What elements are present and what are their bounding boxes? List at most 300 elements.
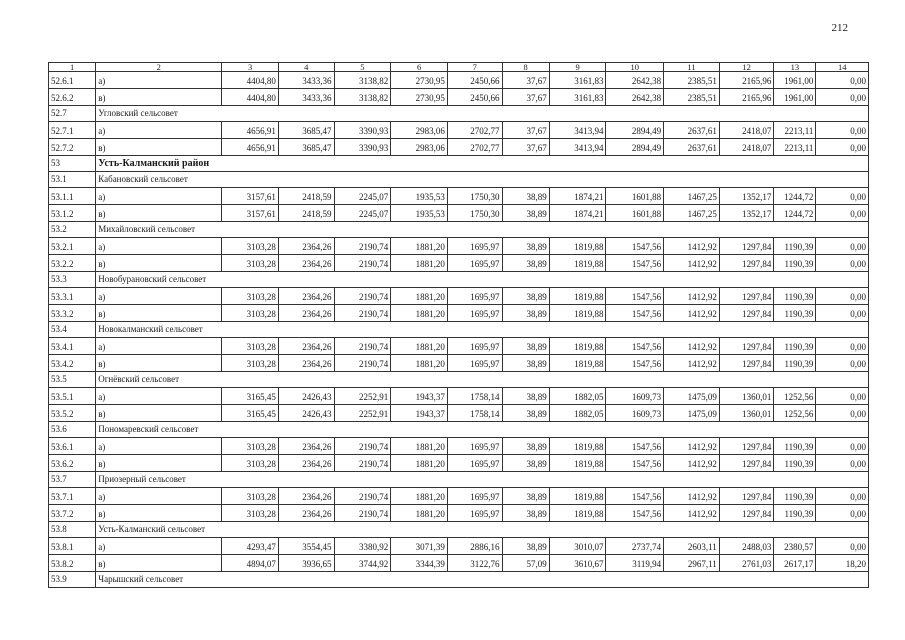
settlement-name: Угловский сельсовет — [96, 106, 869, 122]
value-cell: 1297,84 — [719, 305, 774, 322]
value-cell: 3157,61 — [222, 205, 279, 222]
value-cell: 3122,76 — [447, 555, 502, 572]
value-cell: 2418,59 — [278, 188, 334, 205]
value-cell: 1547,56 — [606, 488, 664, 505]
value-cell: 1961,00 — [774, 72, 816, 89]
value-cell: 0,00 — [816, 238, 869, 255]
value-cell: 1412,92 — [664, 438, 720, 455]
value-cell: 2213,11 — [774, 122, 816, 139]
row-code: 53.6.2 — [49, 455, 96, 472]
section-row — [49, 572, 869, 588]
value-cell: 0,00 — [816, 488, 869, 505]
value-cell: 1695,97 — [447, 488, 502, 505]
row-code: 53.7.2 — [49, 505, 96, 522]
value-cell: 1819,88 — [549, 238, 606, 255]
column-number-6: 6 — [391, 63, 448, 72]
value-cell: 0,00 — [816, 205, 869, 222]
value-cell: 37,67 — [502, 72, 549, 89]
row-label: а) — [96, 72, 222, 89]
value-cell: 1819,88 — [549, 355, 606, 372]
value-cell: 2418,07 — [719, 139, 774, 156]
column-number-10: 10 — [606, 63, 664, 72]
value-cell: 1881,20 — [391, 255, 448, 272]
value-cell: 1881,20 — [391, 288, 448, 305]
value-cell: 1758,14 — [447, 388, 502, 405]
value-cell: 3433,36 — [278, 72, 334, 89]
value-cell: 1190,39 — [774, 305, 816, 322]
row-code: 53.7.1 — [49, 488, 96, 505]
value-cell: 1881,20 — [391, 338, 448, 355]
value-cell: 1297,84 — [719, 505, 774, 522]
value-cell: 1297,84 — [719, 455, 774, 472]
value-cell: 3744,92 — [334, 555, 391, 572]
value-cell: 2488,03 — [719, 538, 774, 555]
value-cell: 1819,88 — [549, 338, 606, 355]
value-cell: 2426,43 — [278, 388, 334, 405]
value-cell: 0,00 — [816, 355, 869, 372]
row-label: а) — [96, 538, 222, 555]
tariff-table — [48, 62, 869, 588]
value-cell: 2213,11 — [774, 139, 816, 156]
value-cell: 2364,26 — [278, 338, 334, 355]
settlement-name: Новокалманский сельсовет — [96, 322, 869, 338]
row-code: 52.6.2 — [49, 89, 96, 106]
value-cell: 1412,92 — [664, 455, 720, 472]
value-cell: 1475,09 — [664, 405, 720, 422]
value-cell: 3554,45 — [278, 538, 334, 555]
value-cell: 1467,25 — [664, 205, 720, 222]
value-cell: 0,00 — [816, 538, 869, 555]
table-row — [49, 338, 869, 355]
value-cell: 3344,39 — [391, 555, 448, 572]
row-label: а) — [96, 238, 222, 255]
row-code: 53.1.2 — [49, 205, 96, 222]
value-cell: 1695,97 — [447, 305, 502, 322]
value-cell: 1935,53 — [391, 188, 448, 205]
row-code: 53.8 — [49, 522, 96, 538]
value-cell: 1360,01 — [719, 405, 774, 422]
settlement-name: Кабановский сельсовет — [96, 172, 869, 188]
value-cell: 2190,74 — [334, 255, 391, 272]
value-cell: 2761,03 — [719, 555, 774, 572]
row-label: а) — [96, 122, 222, 139]
value-cell: 2450,66 — [447, 89, 502, 106]
value-cell: 1190,39 — [774, 338, 816, 355]
value-cell: 1297,84 — [719, 238, 774, 255]
value-cell: 1252,56 — [774, 405, 816, 422]
value-cell: 3010,07 — [549, 538, 606, 555]
value-cell: 1412,92 — [664, 355, 720, 372]
value-cell: 2380,57 — [774, 538, 816, 555]
value-cell: 1601,88 — [606, 188, 664, 205]
value-cell: 1412,92 — [664, 488, 720, 505]
value-cell: 1695,97 — [447, 455, 502, 472]
section-row — [49, 422, 869, 438]
value-cell: 2642,38 — [606, 89, 664, 106]
column-number-13: 13 — [774, 63, 816, 72]
district-row — [49, 156, 869, 172]
value-cell: 2190,74 — [334, 305, 391, 322]
value-cell: 3157,61 — [222, 188, 279, 205]
value-cell: 2245,07 — [334, 205, 391, 222]
value-cell: 1190,39 — [774, 355, 816, 372]
value-cell: 1190,39 — [774, 455, 816, 472]
value-cell: 1190,39 — [774, 505, 816, 522]
value-cell: 0,00 — [816, 405, 869, 422]
value-cell: 2364,26 — [278, 305, 334, 322]
value-cell: 1297,84 — [719, 338, 774, 355]
column-number-9: 9 — [549, 63, 606, 72]
table-row — [49, 188, 869, 205]
value-cell: 1412,92 — [664, 305, 720, 322]
row-label: а) — [96, 488, 222, 505]
value-cell: 38,89 — [502, 355, 549, 372]
value-cell: 2190,74 — [334, 288, 391, 305]
value-cell: 3103,28 — [222, 238, 279, 255]
row-label: в) — [96, 305, 222, 322]
settlement-name: Приозерный сельсовет — [96, 472, 869, 488]
value-cell: 1352,17 — [719, 188, 774, 205]
row-label: в) — [96, 255, 222, 272]
column-number-header-row — [49, 63, 869, 72]
section-row — [49, 522, 869, 538]
value-cell: 38,89 — [502, 488, 549, 505]
value-cell: 0,00 — [816, 288, 869, 305]
value-cell: 1297,84 — [719, 288, 774, 305]
value-cell: 2364,26 — [278, 288, 334, 305]
value-cell: 1874,21 — [549, 188, 606, 205]
column-number-2: 2 — [96, 63, 222, 72]
value-cell: 2364,26 — [278, 455, 334, 472]
value-cell: 1881,20 — [391, 488, 448, 505]
value-cell: 1695,97 — [447, 338, 502, 355]
value-cell: 3433,36 — [278, 89, 334, 106]
value-cell: 1935,53 — [391, 205, 448, 222]
value-cell: 2364,26 — [278, 438, 334, 455]
value-cell: 1819,88 — [549, 505, 606, 522]
value-cell: 1695,97 — [447, 355, 502, 372]
value-cell: 1881,20 — [391, 455, 448, 472]
table-body — [49, 63, 869, 588]
value-cell: 3103,28 — [222, 338, 279, 355]
row-label: в) — [96, 89, 222, 106]
value-cell: 2967,11 — [664, 555, 720, 572]
value-cell: 1819,88 — [549, 488, 606, 505]
row-code: 53.5 — [49, 372, 96, 388]
value-cell: 3413,94 — [549, 122, 606, 139]
value-cell: 2983,06 — [391, 122, 448, 139]
value-cell: 38,89 — [502, 188, 549, 205]
row-code: 53.7 — [49, 472, 96, 488]
row-label: а) — [96, 338, 222, 355]
value-cell: 2418,07 — [719, 122, 774, 139]
value-cell: 1190,39 — [774, 488, 816, 505]
table-row — [49, 205, 869, 222]
row-code: 52.6.1 — [49, 72, 96, 89]
value-cell: 2730,95 — [391, 89, 448, 106]
value-cell: 1819,88 — [549, 305, 606, 322]
value-cell: 1601,88 — [606, 205, 664, 222]
row-label: а) — [96, 388, 222, 405]
row-code: 53.2.1 — [49, 238, 96, 255]
value-cell: 3103,28 — [222, 505, 279, 522]
settlement-name: Усть-Калманский сельсовет — [96, 522, 869, 538]
value-cell: 4404,80 — [222, 72, 279, 89]
value-cell: 3165,45 — [222, 388, 279, 405]
value-cell: 38,89 — [502, 255, 549, 272]
value-cell: 3610,67 — [549, 555, 606, 572]
table-row — [49, 122, 869, 139]
district-name: Усть-Калманский район — [96, 156, 869, 172]
row-label: в) — [96, 205, 222, 222]
value-cell: 3138,82 — [334, 89, 391, 106]
row-code: 53 — [49, 156, 96, 172]
value-cell: 37,67 — [502, 122, 549, 139]
value-cell: 1297,84 — [719, 438, 774, 455]
value-cell: 2245,07 — [334, 188, 391, 205]
value-cell: 0,00 — [816, 89, 869, 106]
section-row — [49, 322, 869, 338]
row-code: 53.9 — [49, 572, 96, 588]
table-row — [49, 89, 869, 106]
value-cell: 1547,56 — [606, 255, 664, 272]
value-cell: 1297,84 — [719, 488, 774, 505]
value-cell: 1252,56 — [774, 388, 816, 405]
value-cell: 38,89 — [502, 438, 549, 455]
value-cell: 3103,28 — [222, 288, 279, 305]
value-cell: 0,00 — [816, 122, 869, 139]
value-cell: 1819,88 — [549, 438, 606, 455]
row-label: в) — [96, 139, 222, 156]
value-cell: 2426,43 — [278, 405, 334, 422]
row-label: в) — [96, 455, 222, 472]
table-row — [49, 555, 869, 572]
table-row — [49, 305, 869, 322]
value-cell: 1609,73 — [606, 388, 664, 405]
row-code: 53.2 — [49, 222, 96, 238]
value-cell: 0,00 — [816, 255, 869, 272]
row-code: 53.2.2 — [49, 255, 96, 272]
value-cell: 2165,96 — [719, 89, 774, 106]
value-cell: 4656,91 — [222, 122, 279, 139]
value-cell: 1190,39 — [774, 438, 816, 455]
row-code: 53.5.1 — [49, 388, 96, 405]
value-cell: 0,00 — [816, 188, 869, 205]
value-cell: 2702,77 — [447, 139, 502, 156]
row-code: 53.6 — [49, 422, 96, 438]
value-cell: 2190,74 — [334, 338, 391, 355]
table-row — [49, 538, 869, 555]
value-cell: 0,00 — [816, 338, 869, 355]
value-cell: 1360,01 — [719, 388, 774, 405]
value-cell: 1467,25 — [664, 188, 720, 205]
column-number-5: 5 — [334, 63, 391, 72]
row-label: в) — [96, 555, 222, 572]
row-code: 53.4.1 — [49, 338, 96, 355]
value-cell: 1244,72 — [774, 188, 816, 205]
value-cell: 2983,06 — [391, 139, 448, 156]
value-cell: 0,00 — [816, 72, 869, 89]
value-cell: 2637,61 — [664, 139, 720, 156]
table-row — [49, 388, 869, 405]
value-cell: 0,00 — [816, 438, 869, 455]
column-number-1: 1 — [49, 63, 96, 72]
value-cell: 1352,17 — [719, 205, 774, 222]
value-cell: 1881,20 — [391, 505, 448, 522]
row-code: 53.1 — [49, 172, 96, 188]
value-cell: 3390,93 — [334, 139, 391, 156]
value-cell: 1819,88 — [549, 255, 606, 272]
value-cell: 2364,26 — [278, 505, 334, 522]
value-cell: 3138,82 — [334, 72, 391, 89]
value-cell: 2617,17 — [774, 555, 816, 572]
value-cell: 2190,74 — [334, 455, 391, 472]
value-cell: 1961,00 — [774, 89, 816, 106]
value-cell: 1475,09 — [664, 388, 720, 405]
value-cell: 1695,97 — [447, 255, 502, 272]
value-cell: 38,89 — [502, 455, 549, 472]
table-row — [49, 238, 869, 255]
value-cell: 1547,56 — [606, 355, 664, 372]
value-cell: 1882,05 — [549, 405, 606, 422]
row-code: 53.3.1 — [49, 288, 96, 305]
table-row — [49, 255, 869, 272]
value-cell: 2190,74 — [334, 355, 391, 372]
row-code: 53.3 — [49, 272, 96, 288]
column-number-11: 11 — [664, 63, 720, 72]
value-cell: 3161,83 — [549, 72, 606, 89]
value-cell: 3103,28 — [222, 455, 279, 472]
table-row — [49, 139, 869, 156]
settlement-name: Огнёвский сельсовет — [96, 372, 869, 388]
value-cell: 1874,21 — [549, 205, 606, 222]
row-code: 53.8.2 — [49, 555, 96, 572]
value-cell: 1190,39 — [774, 238, 816, 255]
page-number: 212 — [831, 22, 848, 34]
value-cell: 38,89 — [502, 405, 549, 422]
table-row — [49, 288, 869, 305]
value-cell: 3685,47 — [278, 122, 334, 139]
value-cell: 18,20 — [816, 555, 869, 572]
value-cell: 2364,26 — [278, 488, 334, 505]
value-cell: 3936,65 — [278, 555, 334, 572]
row-code: 52.7.2 — [49, 139, 96, 156]
value-cell: 38,89 — [502, 538, 549, 555]
value-cell: 38,89 — [502, 205, 549, 222]
settlement-name: Новобурановский сельсовет — [96, 272, 869, 288]
section-row — [49, 272, 869, 288]
table-row — [49, 455, 869, 472]
value-cell: 1547,56 — [606, 505, 664, 522]
value-cell: 38,89 — [502, 305, 549, 322]
value-cell: 1547,56 — [606, 438, 664, 455]
value-cell: 1547,56 — [606, 238, 664, 255]
value-cell: 1881,20 — [391, 438, 448, 455]
settlement-name: Чарышский сельсовет — [96, 572, 869, 588]
value-cell: 4404,80 — [222, 89, 279, 106]
value-cell: 1695,97 — [447, 238, 502, 255]
value-cell: 57,09 — [502, 555, 549, 572]
value-cell: 2642,38 — [606, 72, 664, 89]
row-code: 53.6.1 — [49, 438, 96, 455]
value-cell: 3103,28 — [222, 355, 279, 372]
value-cell: 3103,28 — [222, 305, 279, 322]
row-label: а) — [96, 438, 222, 455]
row-code: 52.7.1 — [49, 122, 96, 139]
column-number-7: 7 — [447, 63, 502, 72]
value-cell: 2190,74 — [334, 505, 391, 522]
value-cell: 1881,20 — [391, 305, 448, 322]
value-cell: 3390,93 — [334, 122, 391, 139]
value-cell: 1819,88 — [549, 288, 606, 305]
value-cell: 1750,30 — [447, 188, 502, 205]
value-cell: 1412,92 — [664, 338, 720, 355]
value-cell: 0,00 — [816, 388, 869, 405]
value-cell: 3161,83 — [549, 89, 606, 106]
value-cell: 3103,28 — [222, 438, 279, 455]
value-cell: 2252,91 — [334, 405, 391, 422]
value-cell: 3165,45 — [222, 405, 279, 422]
value-cell: 2702,77 — [447, 122, 502, 139]
column-number-8: 8 — [502, 63, 549, 72]
value-cell: 2603,11 — [664, 538, 720, 555]
row-label: в) — [96, 355, 222, 372]
row-code: 53.1.1 — [49, 188, 96, 205]
row-label: а) — [96, 188, 222, 205]
value-cell: 4894,07 — [222, 555, 279, 572]
table-row — [49, 488, 869, 505]
row-label: в) — [96, 505, 222, 522]
value-cell: 1412,92 — [664, 505, 720, 522]
value-cell: 4656,91 — [222, 139, 279, 156]
row-code: 53.4.2 — [49, 355, 96, 372]
value-cell: 1412,92 — [664, 255, 720, 272]
value-cell: 1943,37 — [391, 388, 448, 405]
value-cell: 1609,73 — [606, 405, 664, 422]
value-cell: 2886,16 — [447, 538, 502, 555]
value-cell: 3685,47 — [278, 139, 334, 156]
value-cell: 37,67 — [502, 89, 549, 106]
value-cell: 1750,30 — [447, 205, 502, 222]
row-code: 53.8.1 — [49, 538, 96, 555]
value-cell: 38,89 — [502, 288, 549, 305]
value-cell: 2364,26 — [278, 355, 334, 372]
value-cell: 2737,74 — [606, 538, 664, 555]
value-cell: 1547,56 — [606, 338, 664, 355]
value-cell: 3380,92 — [334, 538, 391, 555]
section-row — [49, 172, 869, 188]
value-cell: 0,00 — [816, 305, 869, 322]
value-cell: 3119,94 — [606, 555, 664, 572]
row-code: 53.3.2 — [49, 305, 96, 322]
value-cell: 2364,26 — [278, 255, 334, 272]
value-cell: 1881,20 — [391, 238, 448, 255]
value-cell: 1695,97 — [447, 438, 502, 455]
column-number-12: 12 — [719, 63, 774, 72]
value-cell: 1758,14 — [447, 405, 502, 422]
settlement-name: Михайловский сельсовет — [96, 222, 869, 238]
value-cell: 1695,97 — [447, 288, 502, 305]
column-number-14: 14 — [816, 63, 869, 72]
value-cell: 0,00 — [816, 455, 869, 472]
value-cell: 0,00 — [816, 505, 869, 522]
value-cell: 1943,37 — [391, 405, 448, 422]
settlement-name: Пономаревский сельсовет — [96, 422, 869, 438]
value-cell: 2190,74 — [334, 438, 391, 455]
value-cell: 38,89 — [502, 505, 549, 522]
value-cell: 2190,74 — [334, 238, 391, 255]
value-cell: 1819,88 — [549, 455, 606, 472]
